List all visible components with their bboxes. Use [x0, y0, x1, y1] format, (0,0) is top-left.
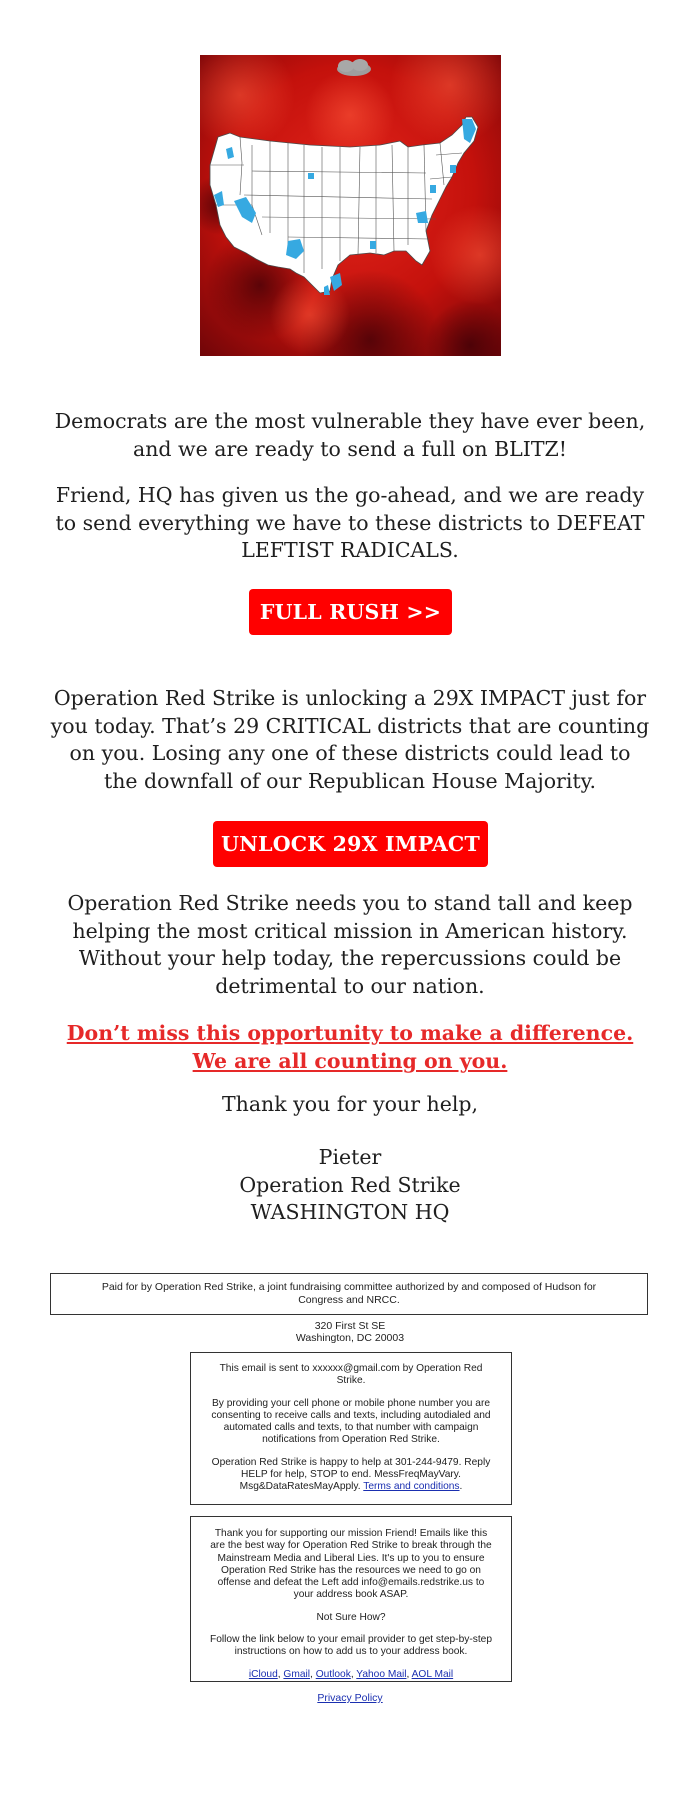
- privacy-footer: [50, 1692, 650, 1704]
- help-notice: Operation Red Strike is happy to help at 301-244-9479. Reply HELP for help, STOP to end. MessFreqMayVary. Msg&DataRatesMayApply. Terms and conditions.: [211, 1456, 491, 1493]
- signature-block: [50, 1144, 650, 1227]
- outlook-link[interactable]: Outlook: [315, 1668, 351, 1680]
- go-ahead-paragraph: Friend, HQ has given us the go-ahead, and we are ready to send everything we have to these districts to DEFEAT LEFTIST RADICALS.: [55, 483, 645, 562]
- counting-on-you-link[interactable]: Don’t miss this opportunity to make a difference. We are all counting on you.: [66, 1021, 634, 1073]
- yahoo-mail-link[interactable]: Yahoo Mail: [356, 1668, 407, 1680]
- support-thanks-text: Thank you for supporting our mission Friend! Emails like this are the best way for Operation Red Strike to break through the Mainstream Media and Liberal Lies. It's up to you to ensure Operation Red Strike has the resources we need to go on offense and defeat the Left add info@emails.redstrike.us to your address book ASAP.: [210, 1528, 492, 1601]
- help-text: Operation Red Strike is happy to help at 301-244-9479. Reply HELP for help, STOP to end. MessFreqMayVary. Msg&DataRatesMayApply.: [211, 1456, 491, 1493]
- consent-notice: By providing your cell phone or mobile phone number you are consenting to receive calls and texts, including autodialed and automated calls and texts, to that number with campaign notifications from Operation Red Strike.: [211, 1397, 491, 1446]
- icloud-link[interactable]: iCloud: [248, 1668, 278, 1680]
- paid-for-disclaimer: Paid for by Operation Red Strike, a joint fundraising committee authorized by and composed of Hudson for Congress and NRCC.: [50, 1273, 648, 1315]
- thank-you-line: Thank you for your help,: [221, 1092, 479, 1116]
- signer-name: Pieter: [318, 1145, 382, 1169]
- terms-link[interactable]: Terms and conditions: [363, 1481, 460, 1493]
- hero-map-image: [200, 55, 501, 356]
- mailing-address: [50, 1320, 650, 1344]
- sent-to-notice: This email is sent to xxxxxx@gmail.com by Operation Red Strike.: [219, 1363, 483, 1387]
- address-city: Washington, DC 20003: [295, 1332, 405, 1344]
- unlock-impact-button[interactable]: UNLOCK 29X IMPACT: [213, 821, 488, 867]
- us-map-illustration: [200, 55, 501, 356]
- aol-mail-link[interactable]: AOL Mail: [411, 1668, 454, 1680]
- address-book-box: [190, 1516, 512, 1682]
- signer-location: WASHINGTON HQ: [250, 1200, 450, 1224]
- full-rush-button[interactable]: FULL RUSH >>: [249, 589, 452, 635]
- signer-organization: Operation Red Strike: [239, 1172, 461, 1197]
- mission-paragraph: Operation Red Strike needs you to stand tall and keep helping the most critical mission in American history. Without your help today, the repercussions could be detrimental to our nation.: [67, 891, 633, 998]
- sms-consent-box: [190, 1352, 512, 1505]
- provider-links: iCloud, Gmail, Outlook, Yahoo Mail, AOL Mail: [248, 1668, 454, 1680]
- privacy-policy-link[interactable]: Privacy Policy: [317, 1692, 383, 1704]
- not-sure-heading: Not Sure How?: [316, 1611, 386, 1623]
- gmail-link[interactable]: Gmail: [283, 1668, 311, 1680]
- instructions-text: Follow the link below to your email provider to get step-by-step instructions on how to add us to your address book.: [210, 1634, 492, 1658]
- address-street: 320 First St SE: [314, 1320, 386, 1332]
- intro-paragraph: Democrats are the most vulnerable they have ever been, and we are ready to send a full on BLITZ!: [54, 409, 646, 461]
- impact-paragraph: Operation Red Strike is unlocking a 29X IMPACT just for you today. That’s 29 CRITICAL districts that are counting on you. Losing any one of these districts could lead to the downfall of our Republican House Majority.: [50, 686, 650, 793]
